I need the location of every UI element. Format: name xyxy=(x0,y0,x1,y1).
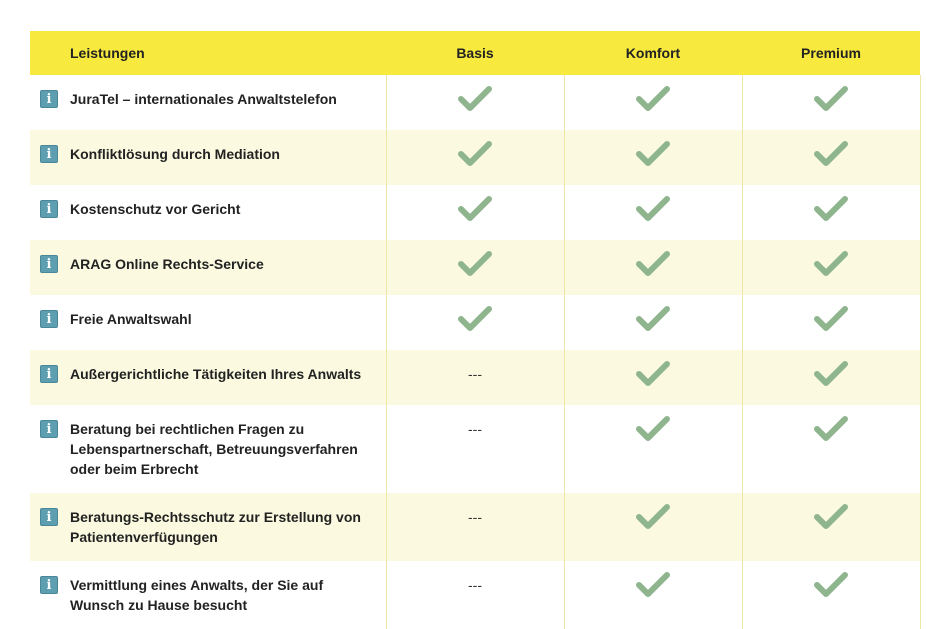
info-icon[interactable] xyxy=(40,420,58,438)
feature-cell xyxy=(30,493,386,561)
checkmark-icon xyxy=(636,518,670,535)
checkmark-icon xyxy=(814,375,848,392)
table-row xyxy=(30,405,920,493)
table-row xyxy=(30,75,920,130)
checkmark-icon xyxy=(458,155,492,172)
checkmark-icon xyxy=(814,100,848,117)
not-included-dash: --- xyxy=(468,421,482,437)
header-plan-komfort: Komfort xyxy=(625,45,681,61)
plan-cell-komfort xyxy=(564,405,742,493)
plan-cell-premium xyxy=(742,493,920,561)
plan-cell-basis xyxy=(386,405,564,493)
table-body xyxy=(30,75,920,629)
feature-cell xyxy=(30,185,386,240)
info-icon[interactable] xyxy=(40,508,58,526)
checkmark-icon xyxy=(636,155,670,172)
plan-cell-komfort xyxy=(564,295,742,350)
table-row xyxy=(30,240,920,295)
feature xyxy=(30,405,386,493)
table-row xyxy=(30,130,920,185)
table-row xyxy=(30,350,920,405)
table-header-row xyxy=(30,31,920,75)
plan-cell-komfort xyxy=(564,75,742,130)
feature-cell xyxy=(30,561,386,629)
checkmark-icon xyxy=(636,265,670,282)
checkmark-icon xyxy=(814,210,848,227)
not-included-dash: --- xyxy=(468,577,482,593)
info-icon-glyph: i xyxy=(46,367,52,382)
plan-cell-premium xyxy=(742,405,920,493)
info-icon[interactable] xyxy=(40,365,58,383)
info-icon-glyph: i xyxy=(46,92,52,107)
feature-cell xyxy=(30,75,386,130)
info-icon[interactable] xyxy=(40,255,58,273)
plan-cell-basis xyxy=(386,185,564,240)
plan-cell-komfort xyxy=(564,130,742,185)
plan-cell-basis xyxy=(386,295,564,350)
feature xyxy=(30,185,386,233)
table-row xyxy=(30,493,920,561)
not-included-dash: --- xyxy=(468,509,482,525)
feature-label: Vermittlung eines Anwalts, der Sie auf Wunsch zu Hause besucht xyxy=(70,577,324,613)
checkmark-icon xyxy=(636,375,670,392)
plan-cell-premium xyxy=(742,130,920,185)
info-icon-glyph: i xyxy=(46,202,52,217)
info-icon[interactable] xyxy=(40,145,58,163)
checkmark-icon xyxy=(814,430,848,447)
checkmark-icon xyxy=(458,320,492,337)
checkmark-icon xyxy=(814,155,848,172)
plan-cell-komfort xyxy=(564,240,742,295)
table-row xyxy=(30,185,920,240)
plan-cell-basis xyxy=(386,240,564,295)
feature xyxy=(30,350,386,398)
plan-cell-premium xyxy=(742,561,920,629)
comparison-table xyxy=(30,31,921,629)
table-row xyxy=(30,561,920,629)
feature-cell xyxy=(30,405,386,493)
plan-cell-basis xyxy=(386,350,564,405)
checkmark-icon xyxy=(458,210,492,227)
checkmark-icon xyxy=(814,265,848,282)
info-icon[interactable] xyxy=(40,90,58,108)
feature-label: Freie Anwaltswahl xyxy=(70,311,192,327)
header-plan-premium: Premium xyxy=(801,45,861,61)
feature-cell xyxy=(30,130,386,185)
info-icon-glyph: i xyxy=(46,422,52,437)
plan-cell-komfort xyxy=(564,185,742,240)
info-icon-glyph: i xyxy=(46,257,52,272)
plan-cell-basis xyxy=(386,561,564,629)
info-icon-glyph: i xyxy=(46,578,52,593)
plan-cell-premium xyxy=(742,240,920,295)
info-icon-glyph: i xyxy=(46,510,52,525)
plan-cell-premium xyxy=(742,295,920,350)
info-icon-glyph: i xyxy=(46,147,52,162)
info-icon-glyph: i xyxy=(46,312,52,327)
info-icon[interactable] xyxy=(40,310,58,328)
feature-cell xyxy=(30,240,386,295)
plan-cell-komfort xyxy=(564,493,742,561)
feature-label: Kostenschutz vor Gericht xyxy=(70,201,241,217)
checkmark-icon xyxy=(636,100,670,117)
checkmark-icon xyxy=(814,586,848,603)
checkmark-icon xyxy=(814,518,848,535)
checkmark-icon xyxy=(636,430,670,447)
checkmark-icon xyxy=(636,210,670,227)
feature-label: Außergerichtliche Tätigkeiten Ihres Anwalts xyxy=(70,366,362,382)
plan-cell-premium xyxy=(742,350,920,405)
not-included-dash: --- xyxy=(468,366,482,382)
plan-cell-basis xyxy=(386,75,564,130)
feature-label: Beratungs-Rechtsschutz zur Erstellung von Patientenverfügungen xyxy=(70,509,361,545)
plan-cell-basis xyxy=(386,130,564,185)
plan-cell-komfort xyxy=(564,350,742,405)
feature xyxy=(30,75,386,123)
feature-cell xyxy=(30,295,386,350)
feature xyxy=(30,561,386,629)
feature-cell xyxy=(30,350,386,405)
feature xyxy=(30,493,386,561)
header-leistungen: Leistungen xyxy=(70,45,145,61)
feature xyxy=(30,240,386,288)
plan-cell-premium xyxy=(742,75,920,130)
feature-label: ARAG Online Rechts-Service xyxy=(70,256,264,272)
plan-cell-basis xyxy=(386,493,564,561)
checkmark-icon xyxy=(814,320,848,337)
checkmark-icon xyxy=(636,320,670,337)
header-plan-basis: Basis xyxy=(456,45,494,61)
feature-label: Beratung bei rechtlichen Fragen zu Lebenspartnerschaft, Betreuungsverfahren oder beim Erbrecht xyxy=(70,421,358,477)
feature-label: Konfliktlösung durch Mediation xyxy=(70,146,280,162)
plan-cell-komfort xyxy=(564,561,742,629)
feature-label: JuraTel – internationales Anwaltstelefon xyxy=(70,91,337,107)
checkmark-icon xyxy=(458,100,492,117)
feature xyxy=(30,130,386,178)
table-row xyxy=(30,295,920,350)
info-icon[interactable] xyxy=(40,576,58,594)
plan-cell-premium xyxy=(742,185,920,240)
checkmark-icon xyxy=(458,265,492,282)
info-icon[interactable] xyxy=(40,200,58,218)
checkmark-icon xyxy=(636,586,670,603)
feature xyxy=(30,295,386,343)
